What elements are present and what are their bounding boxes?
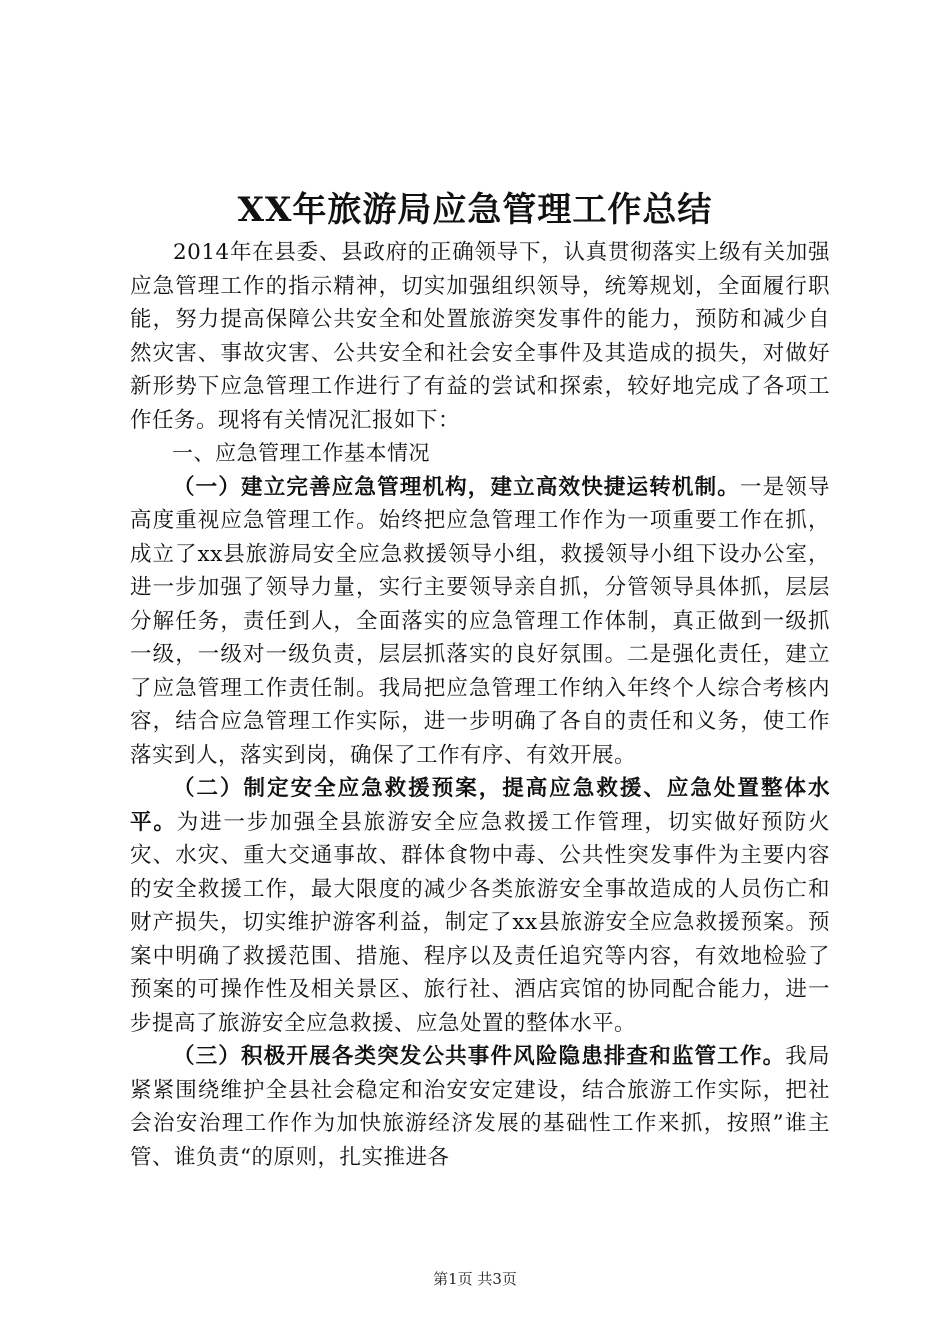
- subsection2-heading: （二）制定安全应急救援预案，提高应急救援、应急处置整体水平。: [130, 776, 830, 835]
- subsection1-body: 一是领导高度重视应急管理工作。始终把应急管理工作作为一项重要工作在抓，成立了xx县旅游局安全应急救援领导小组，救援领导小组下设办公室，进一步加强了领导力量，实行主要领导亲自抓，分管领导具体抓，层层分解任务，责任到人，全面落实的应急管理工作体制，真正做到一级抓一级，一级对一级负责，层层抓落实的良好氛围。二是强化责任，建立了应急管理工作责任制。我局把应急管理工作纳入年终个人综合考核内容，结合应急管理工作实际，进一步明确了各自的责任和义务，使工作落实到人，落实到岗，确保了工作有序、有效开展。: [130, 474, 830, 768]
- subsection2-paragraph: [130, 772, 830, 1040]
- intro-paragraph: 2014年在县委、县政府的正确领导下，认真贯彻落实上级有关加强应急管理工作的指示精神，切实加强组织领导，统筹规划，全面履行职能，努力提高保障公共安全和处置旅游突发事件的能力，预防和减少自然灾害、事故灾害、公共安全和社会安全事件及其造成的损失，对做好新形势下应急管理工作进行了有益的尝试和探索，较好地完成了各项工作任务。现将有关情况汇报如下：: [130, 240, 830, 433]
- page-footer: 第1页 共3页: [433, 1270, 517, 1288]
- subsection2-body: 为进一步加强全县旅游安全应急救援工作管理，切实做好预防火灾、水灾、重大交通事故、群体食物中毒、公共性突发事件为主要内容的安全救援工作，最大限度的减少各类旅游安全事故造成的人员伤亡和财产损失，切实维护游客利益，制定了xx县旅游安全应急救援预案。预案中明确了救援范围、措施、程序以及责任追究等内容，有效地检验了预案的可操作性及相关景区、旅行社、酒店宾馆的协同配合能力，进一步提高了旅游安全应急救援、应急处置的整体水平。: [130, 809, 830, 1036]
- subsection3-paragraph: [130, 1040, 830, 1174]
- document-title: XX年旅游局应急管理工作总结: [237, 190, 713, 230]
- subsection1-paragraph: [130, 471, 830, 773]
- subsection1-heading: （一）建立完善应急管理机构，建立高效快捷运转机制。: [173, 474, 740, 500]
- document-body: [130, 236, 830, 1174]
- subsection3-heading: （三）积极开展各类突发公共事件风险隐患排查和监管工作。: [173, 1044, 786, 1069]
- subsection3-body: 我局紧紧围绕维护全县社会稳定和治安安定建设，结合旅游工作实际，把社会治安治理工作作为加快旅游经济发展的基础性工作来抓，按照”谁主管、谁负责“的原则，扎实推进各: [130, 1044, 830, 1170]
- section1-heading: 一、应急管理工作基本情况: [172, 441, 430, 465]
